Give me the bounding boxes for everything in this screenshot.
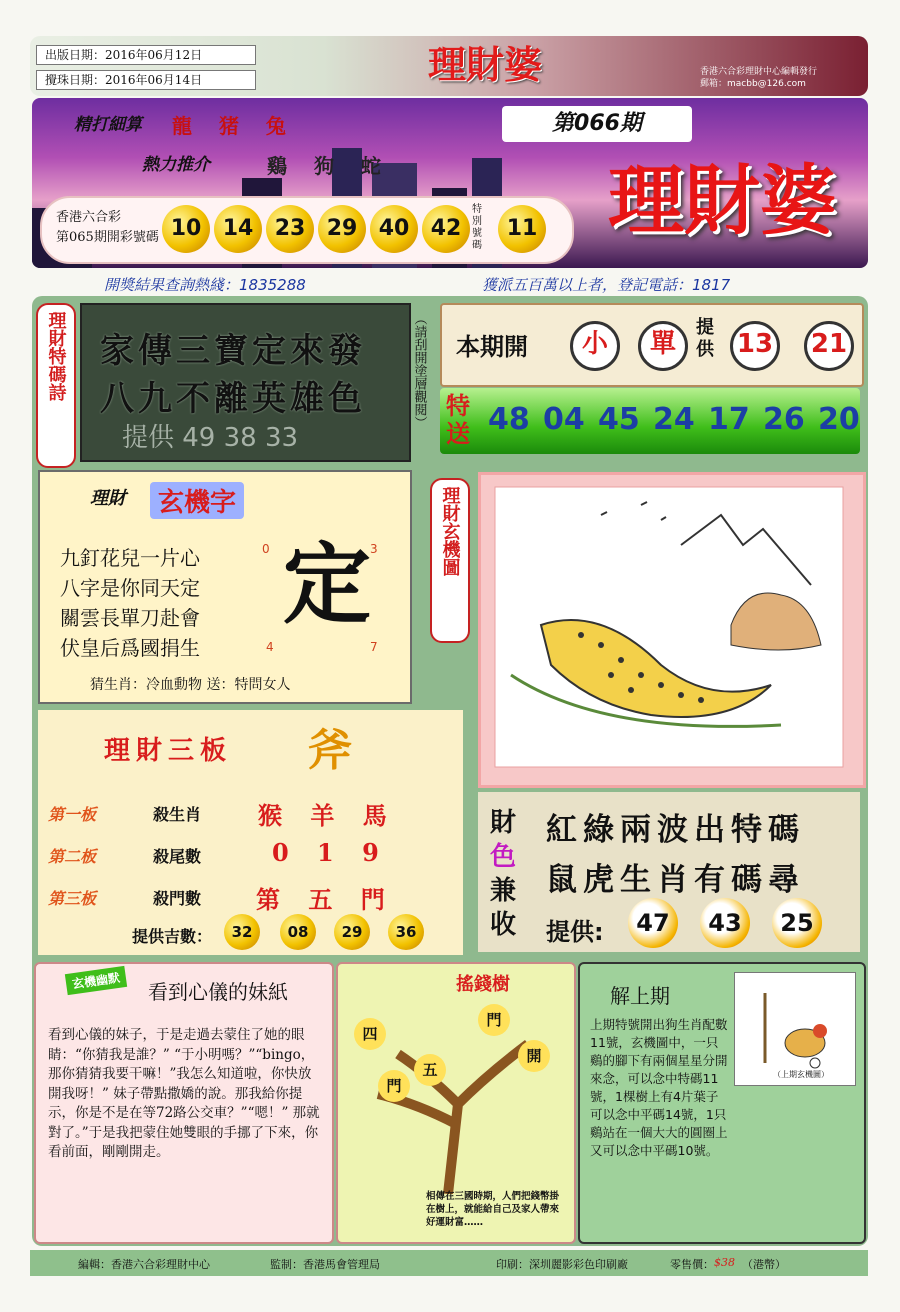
lucky-ball: 08: [280, 914, 316, 950]
publisher-info: [700, 66, 865, 90]
send-number: 45: [598, 402, 640, 437]
side-chars: [490, 806, 516, 942]
results-hotline: 開獎結果查詢熱綫：1835288: [104, 276, 306, 294]
corner-digit: 4: [266, 640, 274, 654]
money-tree-card: [336, 962, 576, 1244]
send-number: 26: [763, 402, 805, 437]
special-ball: 11: [498, 205, 546, 253]
mystery-hint: 猜生肖：冷血動物 送：特問女人: [90, 677, 291, 693]
mystery-line: 八字是你同天定: [60, 576, 200, 600]
zodiac-pick-2: 鷄 狗 蛇: [267, 154, 391, 178]
board-row: [48, 802, 96, 825]
issue-number: 第066期: [502, 106, 692, 142]
publisher-line: 香港六合彩理財中心編輯發行: [700, 67, 818, 77]
money-tree-title: 搖錢樹: [456, 974, 510, 995]
last-draw-results: [40, 196, 574, 264]
wealth-colour-box: [478, 792, 860, 952]
send-number: 24: [653, 402, 695, 437]
mystery-title-prefix: 理財: [90, 488, 126, 509]
footer-printer: 印刷：深圳麗影彩色印刷廠: [496, 1258, 628, 1271]
poem-label-text: 理財特碼詩: [45, 311, 67, 401]
leopard-illustration: [481, 475, 857, 779]
publish-date: 出版日期：2016年06月12日: [36, 45, 256, 65]
mystery-line: 伏皇后爲國捐生: [60, 636, 200, 660]
brand-logo-large: 理財婆: [608, 156, 836, 245]
scratch-poem-box[interactable]: [80, 303, 411, 462]
picture-label-text: 理財玄機圖: [439, 486, 461, 576]
last-issue-thumbnail: [734, 972, 856, 1086]
wealth-provide-label: 提供:: [546, 918, 604, 946]
this-issue-label: 本期開: [456, 333, 528, 361]
three-boards-section: [38, 710, 463, 955]
side-char: 財: [490, 808, 517, 838]
zodiac-pick-1: 龍 猪 兔: [172, 114, 296, 138]
rooster-thumbnail: [735, 973, 853, 1069]
board-row-value: 0 1 9: [272, 838, 389, 867]
tree-fruit: 開: [518, 1040, 550, 1072]
board-row-value: 猴 羊 馬: [258, 801, 397, 830]
wealth-ball: 43: [700, 898, 750, 948]
tagline-1: 精打細算: [74, 115, 142, 135]
board-tag: 第三板: [48, 889, 97, 908]
provided-number: 13: [730, 321, 780, 371]
tree-fruit: 五: [414, 1054, 446, 1086]
provide-label: 提供: [696, 317, 714, 360]
draw-date: 攪珠日期：2016年06月14日: [36, 70, 256, 90]
footer-price-label: 零售價：: [670, 1258, 714, 1271]
corner-digit: 7: [370, 640, 378, 654]
special-number-label: 特別號碼: [472, 204, 482, 251]
side-char: 色: [490, 842, 517, 872]
send-number: 17: [708, 402, 750, 437]
board-row-label: 殺生肖: [153, 805, 202, 824]
board-row-label: 殺門數: [153, 889, 202, 908]
scratch-note: （請刮開塗層觀閱）: [411, 312, 427, 429]
poem-vertical-label: [36, 303, 76, 468]
humor-card: [34, 962, 334, 1244]
humor-title: 看到心儀的妹紙: [148, 980, 288, 1004]
tree-fruit: 四: [354, 1018, 386, 1050]
corner-digit: 3: [370, 542, 378, 556]
send-number: 04: [543, 402, 585, 437]
footer-price: $38: [714, 1256, 735, 1269]
picture-vertical-label: [430, 478, 470, 643]
thumbnail-caption: （上期玄機圖）: [773, 1070, 829, 1079]
last-issue-solution-card: [578, 962, 866, 1244]
send-number: 20: [818, 402, 860, 437]
poem-line-2: 八九不離英雄色: [100, 379, 366, 419]
draw-issue: 第065期開彩號碼: [56, 230, 159, 245]
board-row-value: 第 五 門: [256, 885, 395, 914]
draw-ball: 23: [266, 205, 314, 253]
tagline-2: 熱力推介: [142, 155, 210, 175]
board-row: [48, 844, 96, 867]
lucky-ball: 32: [224, 914, 260, 950]
board-row-label: 殺尾數: [153, 847, 202, 866]
footer-supervisor: 監制：香港馬會管理局: [270, 1258, 380, 1271]
side-char: 兼: [490, 876, 517, 906]
lucky-ball: 29: [334, 914, 370, 950]
draw-ball: 40: [370, 205, 418, 253]
footer-bar: [30, 1250, 868, 1276]
poem-provided-numbers: 提供 49 38 33: [122, 423, 299, 453]
tree-fruit: 門: [378, 1070, 410, 1102]
boards-title: 理財三板: [104, 736, 233, 766]
wealth-line-2: 鼠虎生肖有碼尋: [546, 862, 805, 898]
draw-ball: 42: [422, 205, 470, 253]
provided-number: 21: [804, 321, 854, 371]
mystery-line: 九釘花兒一片心: [60, 546, 200, 570]
board-tag: 第一板: [48, 805, 97, 824]
wealth-ball: 25: [772, 898, 822, 948]
small-indicator: 小: [570, 321, 620, 371]
wealth-ball: 47: [628, 898, 678, 948]
solution-text: [590, 1016, 730, 1160]
side-char: 收: [490, 910, 517, 940]
lottery-name: 香港六合彩: [56, 210, 122, 225]
prize-register-line: 獲派五百萬以上者，登記電話：1817: [482, 276, 731, 294]
special-send-bar: [440, 388, 860, 454]
mystery-title: 玄機字: [150, 482, 244, 519]
humor-badge: 玄機幽默: [65, 966, 127, 995]
size-odd-even-box: [440, 303, 864, 387]
solution-text-body: 上期特號開出狗生肖配數11號，玄機圖中，一只鷄的腳下有兩個星星分開來念，可以念中特碼11號，1棵樹上有4片葉子可以念中平碼14號，1只鷄站在一個大大的圓圈上又可以念中平碼10號。: [590, 1017, 728, 1158]
board-row: [48, 886, 96, 909]
money-tree-caption: 相傳在三國時期，人們把錢幣掛在樹上，就能給自己及家人帶來好運財富……: [426, 1191, 560, 1228]
mystery-picture: [478, 472, 866, 788]
axe-character: 斧: [308, 725, 352, 776]
solution-title: 解上期: [610, 984, 670, 1008]
odd-indicator: 單: [638, 321, 688, 371]
lucky-label: 提供吉數：: [132, 927, 213, 946]
send-number: 48: [488, 402, 530, 437]
humor-text: 看到心儀的妹子，于是走過去蒙住了她的眼睛：“你猜我是誰？” “于小明嗎？”“bingo，那你猜猜我要干嘛！”我怎么知道啦，你快放開我呀！” 妹子帶點撒嬌的說。那我給你提示，你是不是在等72路公交車？”“嗯！” 那就對了。”于是我把蒙住她雙眼的手挪了下來，你看前面，剛剛開走。: [48, 1027, 320, 1160]
board-tag: 第二板: [48, 847, 97, 866]
mystery-big-character: 定: [282, 532, 371, 636]
poem-line-1: 家傳三寶定來發: [100, 331, 366, 371]
last-draw-label: [56, 208, 159, 248]
footer-editor: 編輯：香港六合彩理財中心: [78, 1258, 210, 1271]
draw-ball: 29: [318, 205, 366, 253]
special-send-label: 特送: [446, 392, 470, 448]
brand-logo-small: 理財婆: [427, 42, 542, 87]
hotline-bar: [32, 272, 868, 296]
publisher-email: 郵箱：macbb@126.com: [700, 79, 806, 89]
corner-digit: 0: [262, 542, 270, 556]
tree-fruit: 門: [478, 1004, 510, 1036]
footer-price-unit: （港幣）: [742, 1258, 786, 1271]
lucky-ball: 36: [388, 914, 424, 950]
hero-banner: [32, 98, 868, 268]
mystery-character-box: [38, 470, 412, 704]
wealth-line-1: 紅綠兩波出特碼: [546, 812, 805, 848]
draw-ball: 10: [162, 205, 210, 253]
scratch-instruction: [410, 312, 428, 457]
draw-ball: 14: [214, 205, 262, 253]
mystery-line: 關雲長單刀赴會: [60, 606, 200, 630]
